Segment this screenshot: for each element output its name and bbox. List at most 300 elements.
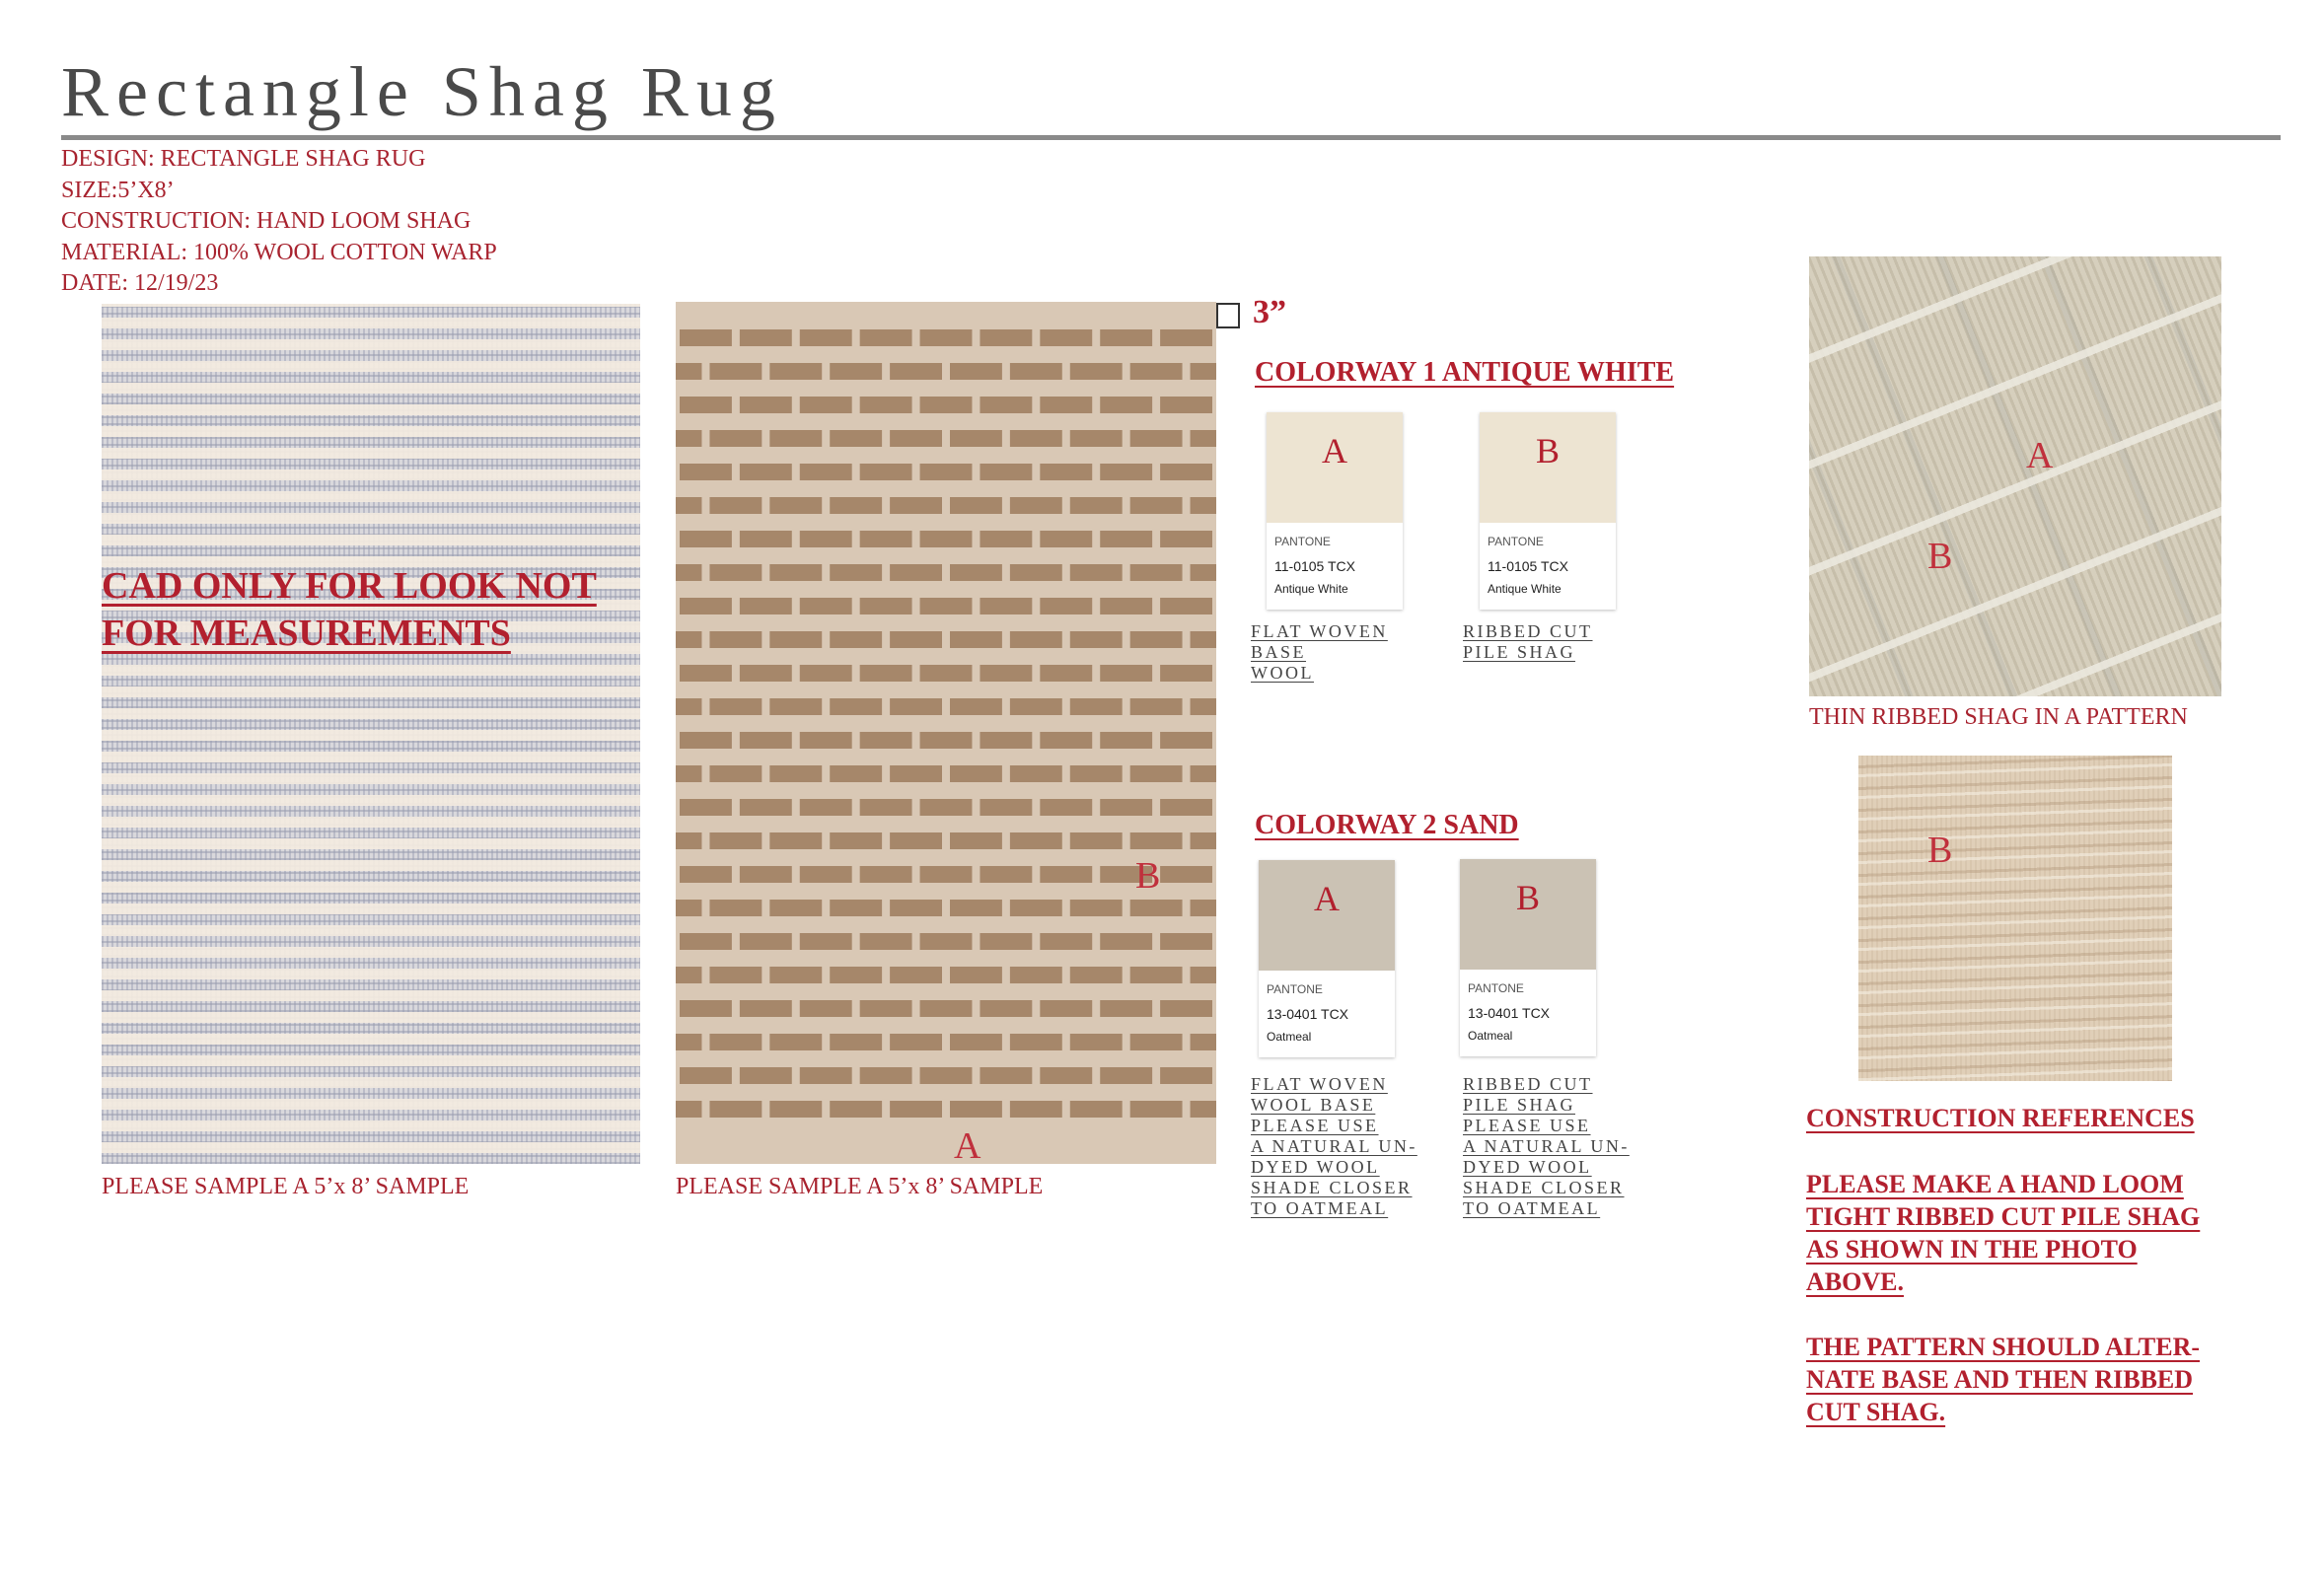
pantone-brand: PANTONE: [1267, 982, 1323, 996]
cad-disclaimer-line2: FOR MEASUREMENTS: [102, 613, 511, 654]
rug-stripe-block: [1100, 933, 1152, 950]
rug-stripe-block: [860, 732, 912, 749]
rug-stripe-block: [920, 1000, 973, 1017]
rug-stripe-block: [1040, 1000, 1092, 1017]
rug-stripe-block: [890, 698, 942, 715]
rug-stripe-block: [680, 732, 732, 749]
swatch-letter: A: [1314, 879, 1340, 918]
rug-stripe-block: [680, 598, 732, 614]
rug-stripe-block: [950, 1034, 1002, 1050]
rug-stripe-block: [1100, 665, 1152, 682]
rug-stripe-block: [980, 531, 1032, 547]
rug-stripe-block: [830, 967, 882, 983]
border-size-marker: [1216, 303, 1240, 328]
rug-stripe-block: [890, 430, 942, 447]
rug-stripe-block: [830, 631, 882, 648]
rug-label-b: B: [1135, 855, 1161, 897]
rug-stripe-block: [1160, 329, 1212, 346]
rug-stripe-block: [676, 564, 701, 581]
rug-stripe-block: [920, 732, 973, 749]
colorway1-heading: COLORWAY 1 ANTIQUE WHITE: [1255, 357, 1675, 388]
rug-stripe-block: [800, 866, 852, 883]
rug-stripe-block: [680, 866, 732, 883]
rug-stripe-block: [1100, 397, 1152, 413]
pantone-name: Oatmeal: [1468, 1029, 1513, 1043]
rug-stripe-block: [709, 363, 762, 380]
spec-construction: CONSTRUCTION: HAND LOOM SHAG: [61, 208, 472, 234]
rug-stripe-block: [1191, 430, 1216, 447]
construction-line: NATE BASE AND THEN RIBBED: [1806, 1365, 2194, 1394]
rug-stripe-block: [890, 765, 942, 782]
pantone-code: 13-0401 TCX: [1267, 1006, 1349, 1022]
rug-stripe-block: [769, 900, 822, 916]
rug-stripe-block: [1010, 497, 1062, 514]
rug-stripe-block: [1130, 1101, 1183, 1118]
rug-stripe-block: [709, 967, 762, 983]
rug-stripe-block: [920, 1067, 973, 1084]
rug-stripe-block: [1040, 933, 1092, 950]
rug-stripe-block: [1160, 1067, 1212, 1084]
border-size-label: 3”: [1253, 294, 1286, 330]
rug-stripe-block: [740, 665, 792, 682]
rug-stripe-block: [1010, 967, 1062, 983]
note-line: TO OATMEAL: [1251, 1198, 1389, 1218]
construction-line: PLEASE MAKE A HAND LOOM: [1806, 1170, 2184, 1198]
rug-stripe-block: [709, 832, 762, 849]
construction-line: THE PATTERN SHOULD ALTER-: [1806, 1333, 2201, 1361]
rug-stripe-block: [860, 799, 912, 816]
photo-label-a: A: [2026, 435, 2054, 476]
rug-stripe-block: [860, 329, 912, 346]
rug-stripe-block: [676, 698, 701, 715]
rug-stripe-block: [1040, 329, 1092, 346]
rug-stripe-block: [950, 967, 1002, 983]
note-line: RIBBED CUT: [1463, 621, 1593, 641]
rug-stripe-block: [1070, 363, 1123, 380]
rug-stripe-block: [1191, 698, 1216, 715]
rug-stripe-block: [1010, 765, 1062, 782]
swatch-letter: B: [1515, 878, 1540, 917]
rug-stripe-block: [709, 698, 762, 715]
rug-stripe-block: [1160, 531, 1212, 547]
rug-stripe-block: [1010, 900, 1062, 916]
rug-stripe-block: [1040, 464, 1092, 480]
rug-stripe-block: [769, 631, 822, 648]
rug-stripe-block: [1040, 531, 1092, 547]
rug-stripe-block: [1160, 397, 1212, 413]
rug-stripe-block: [800, 397, 852, 413]
rug-stripe-block: [1191, 631, 1216, 648]
rug-stripe-block: [1191, 900, 1216, 916]
rug-stripe-block: [1040, 598, 1092, 614]
rug-stripe-block: [1010, 363, 1062, 380]
rug-stripe-block: [1070, 900, 1123, 916]
rug-stripe-block: [1160, 464, 1212, 480]
pantone-brand: PANTONE: [1468, 981, 1524, 995]
rug-stripe-block: [676, 363, 701, 380]
spec-design: DESIGN: RECTANGLE SHAG RUG: [61, 146, 426, 172]
rug-stripe-block: [680, 1000, 732, 1017]
rug-stripe-block: [1191, 497, 1216, 514]
rug-stripe-block: [709, 631, 762, 648]
rug-stripe-block: [1130, 967, 1183, 983]
rug-stripe-block: [1191, 363, 1216, 380]
rug-stripe-block: [800, 1000, 852, 1017]
rug-stripe-block: [676, 832, 701, 849]
rug-stripe-block: [1160, 1000, 1212, 1017]
rug-stripe-block: [1130, 497, 1183, 514]
rug-stripe-block: [950, 900, 1002, 916]
pantone-code: 13-0401 TCX: [1468, 1005, 1551, 1021]
rug-stripe-block: [769, 698, 822, 715]
rug-stripe-block: [1100, 799, 1152, 816]
rug-stripe-block: [860, 665, 912, 682]
rug-stripe-block: [830, 564, 882, 581]
rug-stripe-block: [740, 732, 792, 749]
rug-stripe-block: [1040, 866, 1092, 883]
rug-stripe-block: [1070, 698, 1123, 715]
rug-stripe-block: [1130, 1034, 1183, 1050]
rug-stripe-block: [1191, 564, 1216, 581]
rug-stripe-block: [709, 900, 762, 916]
rug-stripe-block: [676, 765, 701, 782]
rug-stripe-block: [980, 329, 1032, 346]
rug-stripe-block: [890, 363, 942, 380]
rug-stripe-block: [1100, 1000, 1152, 1017]
rug-stripe-block: [680, 329, 732, 346]
photo-label-b: B: [1927, 536, 1953, 577]
rug-stripe-block: [890, 1034, 942, 1050]
rug-stripe-block: [1130, 900, 1183, 916]
rug-stripe-block: [1100, 531, 1152, 547]
rug-stripe-block: [1130, 430, 1183, 447]
rug-stripe-block: [980, 1067, 1032, 1084]
note-line: FLAT WOVEN: [1251, 1074, 1388, 1094]
pantone-brand: PANTONE: [1274, 535, 1331, 548]
spec-material: MATERIAL: 100% WOOL COTTON WARP: [61, 239, 497, 265]
rug-stripe-block: [800, 531, 852, 547]
rug-stripe-block: [740, 397, 792, 413]
shag-closeup-photo: [1858, 756, 2172, 1081]
rug-stripe-block: [950, 363, 1002, 380]
rug-stripe-block: [860, 598, 912, 614]
rug-stripe-block: [920, 799, 973, 816]
rug-stripe-block: [769, 832, 822, 849]
rug-stripe-block: [1191, 765, 1216, 782]
rug-stripe-block: [1040, 397, 1092, 413]
rug-stripe-block: [800, 1067, 852, 1084]
rug-stripe-block: [860, 464, 912, 480]
rug-stripe-block: [1070, 967, 1123, 983]
rug-stripe-block: [890, 967, 942, 983]
rug-stripe-block: [1010, 1034, 1062, 1050]
title-divider: [61, 135, 2281, 140]
photo-label-b: B: [1927, 830, 1953, 871]
rug-stripe-block: [740, 531, 792, 547]
note-line: PILE SHAG: [1463, 1095, 1576, 1115]
colorway2-a-notes: [1251, 1074, 1417, 1219]
rug-stripe-block: [1130, 631, 1183, 648]
rug-stripe-block: [950, 430, 1002, 447]
rug-stripe-block: [769, 1034, 822, 1050]
rug-stripe-block: [860, 397, 912, 413]
rug-stripe-block: [769, 363, 822, 380]
rug-stripe-block: [830, 765, 882, 782]
rug-stripe-block: [950, 698, 1002, 715]
rug-stripe-block: [920, 598, 973, 614]
rug-stripe-block: [830, 430, 882, 447]
rug-stripe-block: [950, 497, 1002, 514]
rug-stripe-block: [709, 430, 762, 447]
rug-stripe-block: [830, 900, 882, 916]
swatch-letter: A: [1322, 431, 1347, 470]
construction-paragraph-1: [1806, 1168, 2200, 1298]
rug-stripe-block: [709, 1101, 762, 1118]
rug-stripe-block: [890, 900, 942, 916]
rug-cad-image: [102, 304, 640, 1164]
rug-stripe-block: [709, 564, 762, 581]
rug-stripe-block: [890, 564, 942, 581]
rug-stripe-block: [860, 1000, 912, 1017]
rug-stripe-block: [920, 329, 973, 346]
rug-stripe-block: [1191, 832, 1216, 849]
pantone-name: Antique White: [1488, 582, 1561, 596]
rug-stripe-block: [1191, 967, 1216, 983]
rug-stripe-block: [920, 866, 973, 883]
page-title: Rectangle Shag Rug: [61, 52, 783, 131]
rug-stripe-block: [920, 464, 973, 480]
rug-stripe-block: [1010, 430, 1062, 447]
rug-stripe-block: [860, 531, 912, 547]
rug-stripe-block: [830, 497, 882, 514]
rug-stripe-block: [860, 1067, 912, 1084]
rug-stripe-block: [676, 430, 701, 447]
rug-stripe-block: [709, 765, 762, 782]
construction-line: ABOVE.: [1806, 1267, 1904, 1296]
rug-stripe-block: [680, 464, 732, 480]
ribbed-shag-photo: [1809, 256, 2221, 696]
rug-stripe-block: [800, 464, 852, 480]
rug-stripe-block: [1130, 765, 1183, 782]
rug-stripe-block: [800, 665, 852, 682]
note-line: PLEASE USE: [1463, 1116, 1591, 1135]
rug-stripe-block: [740, 799, 792, 816]
rug-stripe-block: [1160, 866, 1212, 883]
rug-stripe-block: [1010, 631, 1062, 648]
spec-block: [61, 144, 497, 300]
note-line: WOOL: [1251, 663, 1314, 683]
rug-stripe-block: [830, 698, 882, 715]
rug-stripe-block: [830, 363, 882, 380]
rug-stripe-block: [1160, 732, 1212, 749]
rug-stripe-block: [1010, 564, 1062, 581]
note-line: TO OATMEAL: [1463, 1198, 1601, 1218]
rug-stripe-block: [1100, 1067, 1152, 1084]
rug-stripe-block: [950, 631, 1002, 648]
rug-stripe-block: [769, 765, 822, 782]
rug-stripe-block: [980, 464, 1032, 480]
construction-line: TIGHT RIBBED CUT PILE SHAG: [1806, 1202, 2201, 1231]
rug-stripe-block: [1100, 598, 1152, 614]
rug-stripe-block: [800, 732, 852, 749]
rug-label-a: A: [954, 1125, 981, 1167]
rug-stripe-block: [676, 631, 701, 648]
colorway2-b-notes: [1463, 1074, 1630, 1219]
rug-stripe-block: [890, 497, 942, 514]
pantone-code: 11-0105 TCX: [1274, 558, 1355, 574]
rug-stripe-block: [680, 1067, 732, 1084]
rug-stripe-block: [920, 665, 973, 682]
rug-stripe-block: [769, 1101, 822, 1118]
rug-stripe-block: [920, 397, 973, 413]
rug-stripe-block: [1191, 1034, 1216, 1050]
note-line: PLEASE USE: [1251, 1116, 1379, 1135]
rug-stripe-block: [1070, 497, 1123, 514]
pantone-code: 11-0105 TCX: [1488, 558, 1568, 574]
construction-paragraph-2: [1806, 1331, 2200, 1428]
rug-stripe-block: [680, 665, 732, 682]
rug-stripe-block: [860, 866, 912, 883]
rug-stripe-block: [1070, 631, 1123, 648]
colorway2-heading: COLORWAY 2 SAND: [1255, 810, 1519, 840]
note-line: PILE SHAG: [1463, 642, 1576, 662]
rug-stripe-block: [830, 1101, 882, 1118]
rug-stripe-block: [740, 598, 792, 614]
note-line: SHADE CLOSER: [1463, 1178, 1625, 1197]
note-line: FLAT WOVEN: [1251, 621, 1388, 641]
rug2-caption: PLEASE SAMPLE A 5’x 8’ SAMPLE: [676, 1174, 1044, 1199]
rug-stripe-block: [769, 497, 822, 514]
rug-stripe-block: [740, 866, 792, 883]
rug1-caption: PLEASE SAMPLE A 5’x 8’ SAMPLE: [102, 1174, 470, 1199]
rug-stripe-block: [950, 564, 1002, 581]
colorway2-swatch-b: [1460, 859, 1596, 1056]
note-line: SHADE CLOSER: [1251, 1178, 1413, 1197]
rug-pattern-drawing: [676, 302, 1216, 1167]
rug-stripe-block: [860, 933, 912, 950]
construction-heading: CONSTRUCTION REFERENCES: [1806, 1104, 2195, 1132]
rug-stripe-block: [740, 1000, 792, 1017]
rug-stripe-block: [1100, 732, 1152, 749]
rug-stripe-block: [1160, 799, 1212, 816]
rug-stripe-block: [800, 799, 852, 816]
rug-stripe-block: [1070, 1101, 1123, 1118]
rug-stripe-block: [1130, 832, 1183, 849]
rug-stripe-block: [800, 598, 852, 614]
spec-date: DATE: 12/19/23: [61, 270, 219, 296]
rug-stripe-block: [1160, 665, 1212, 682]
rug-stripe-block: [890, 631, 942, 648]
rug-stripe-block: [1010, 698, 1062, 715]
construction-line: CUT SHAG.: [1806, 1398, 1946, 1426]
construction-line: AS SHOWN IN THE PHOTO: [1806, 1235, 2138, 1264]
rug-stripe-block: [1040, 665, 1092, 682]
rug-stripe-block: [980, 665, 1032, 682]
rug-stripe-block: [676, 1034, 701, 1050]
rug-stripe-block: [1100, 329, 1152, 346]
rug-stripe-block: [676, 967, 701, 983]
rug-stripe-block: [680, 397, 732, 413]
note-line: DYED WOOL: [1251, 1157, 1380, 1177]
colorway1-a-notes: [1251, 621, 1388, 684]
rug-stripe-block: [1010, 1101, 1062, 1118]
rug-stripe-block: [890, 1101, 942, 1118]
rug-stripe-block: [709, 497, 762, 514]
note-line: A NATURAL UN-: [1463, 1136, 1630, 1156]
rug-stripe-block: [740, 329, 792, 346]
rug-stripe-block: [1130, 698, 1183, 715]
cad-disclaimer: [102, 562, 615, 657]
rug-stripe-block: [1040, 799, 1092, 816]
rug-stripe-block: [676, 1101, 701, 1118]
rug-stripe-block: [980, 397, 1032, 413]
rug-stripe-block: [676, 497, 701, 514]
rug-stripe-block: [980, 933, 1032, 950]
rug-stripe-block: [980, 598, 1032, 614]
spec-size: SIZE:5’X8’: [61, 177, 175, 203]
rug-stripe-block: [740, 464, 792, 480]
note-line: BASE: [1251, 642, 1307, 662]
rug-stripe-block: [1191, 1101, 1216, 1118]
rug-stripe-block: [740, 1067, 792, 1084]
rug-stripe-block: [1160, 933, 1212, 950]
note-line: RIBBED CUT: [1463, 1074, 1593, 1094]
pantone-name: Antique White: [1274, 582, 1348, 596]
rug-stripe-block: [950, 1101, 1002, 1118]
rug-stripe-block: [1070, 430, 1123, 447]
rug-stripe-block: [1070, 1034, 1123, 1050]
colorway1-b-notes: [1463, 621, 1593, 663]
rug-stripe-block: [680, 933, 732, 950]
colorway1-swatch-a: [1267, 412, 1403, 610]
rug-stripe-block: [830, 832, 882, 849]
rug-stripe-block: [1070, 564, 1123, 581]
rug-stripe-block: [830, 1034, 882, 1050]
rug-stripe-block: [800, 933, 852, 950]
colorway2-swatch-a: [1259, 860, 1395, 1057]
rug-stripe-block: [1070, 765, 1123, 782]
rug-stripe-block: [1160, 598, 1212, 614]
pantone-brand: PANTONE: [1488, 535, 1544, 548]
rug-stripe-block: [1070, 832, 1123, 849]
rug-stripe-block: [980, 799, 1032, 816]
rug-pattern-stripes: [676, 329, 1216, 1134]
rug-stripe-block: [769, 430, 822, 447]
rug-stripe-block: [980, 866, 1032, 883]
rug-stripe-block: [709, 1034, 762, 1050]
rug-stripe-block: [920, 531, 973, 547]
rug-stripe-block: [950, 765, 1002, 782]
rug-stripe-block: [676, 900, 701, 916]
rug-stripe-block: [740, 933, 792, 950]
photo1-caption: THIN RIBBED SHAG IN A PATTERN: [1809, 704, 2188, 730]
pantone-name: Oatmeal: [1267, 1030, 1312, 1044]
note-line: A NATURAL UN-: [1251, 1136, 1417, 1156]
rug-stripe-block: [800, 329, 852, 346]
rug-stripe-block: [769, 967, 822, 983]
rug-stripe-block: [1130, 564, 1183, 581]
rug-stripe-block: [680, 531, 732, 547]
rug-stripe-block: [980, 732, 1032, 749]
rug-stripe-block: [890, 832, 942, 849]
rug-stripe-block: [1040, 732, 1092, 749]
swatch-letter: B: [1535, 431, 1560, 470]
rug-stripe-block: [1100, 464, 1152, 480]
rug-stripe-block: [1010, 832, 1062, 849]
rug-stripe-block: [980, 1000, 1032, 1017]
rug-stripe-block: [1130, 363, 1183, 380]
colorway1-swatch-b: [1480, 412, 1616, 610]
